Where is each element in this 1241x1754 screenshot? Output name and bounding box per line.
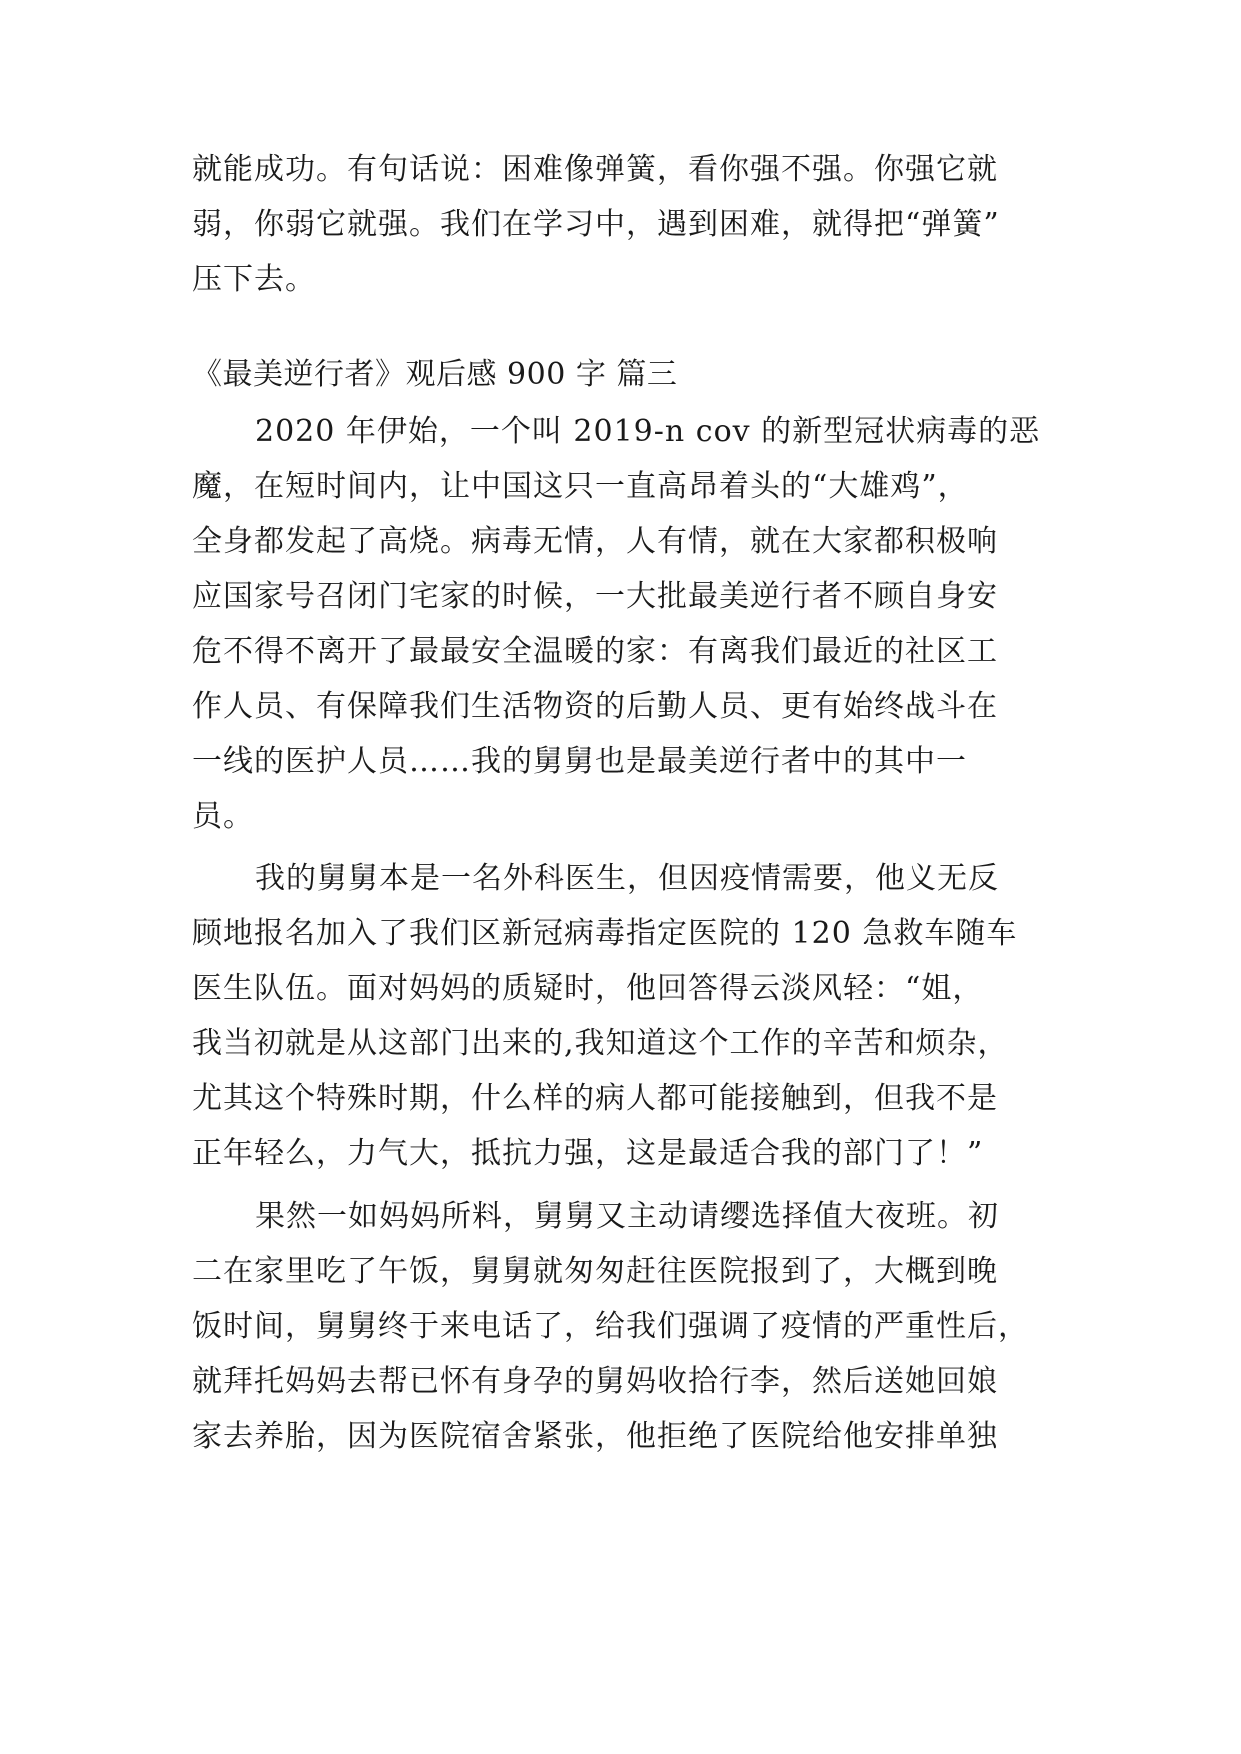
paragraph1-line-1: 2020 年伊始，一个叫 2019-n cov 的新型冠状病毒的恶 — [255, 414, 1041, 449]
paragraph2-line-6: 正年轻么，力气大，抵抗力强，这是最适合我的部门了！” — [192, 1136, 984, 1171]
paragraph2-line-3: 医生队伍。面对妈妈的质疑时，他回答得云淡风轻：“姐， — [192, 971, 984, 1006]
paragraph3-line-1: 果然一如妈妈所料，舅舅又主动请缨选择值大夜班。初 — [255, 1199, 999, 1234]
paragraph2-line-5: 尤其这个特殊时期，什么样的病人都可能接触到，但我不是 — [192, 1081, 998, 1116]
paragraph1-line-7: 一线的医护人员……我的舅舅也是最美逆行者中的其中一 — [192, 744, 967, 779]
paragraph1-line-5: 危不得不离开了最最安全温暖的家：有离我们最近的社区工 — [192, 634, 998, 669]
paragraph2-line-4: 我当初就是从这部门出来的,我知道这个工作的辛苦和烦杂， — [192, 1026, 1009, 1061]
paragraph3-line-2: 二在家里吃了午饭，舅舅就匆匆赶往医院报到了，大概到晚 — [192, 1254, 998, 1289]
paragraph1-line-2: 魔，在短时间内，让中国这只一直高昂着头的“大雄鸡”， — [192, 469, 969, 504]
intro-line-2: 弱，你弱它就强。我们在学习中，遇到困难，就得把“弹簧” — [192, 207, 1000, 242]
paragraph3-line-3: 饭时间，舅舅终于来电话了，给我们强调了疫情的严重性后， — [192, 1309, 1029, 1344]
paragraph3-line-4: 就拜托妈妈去帮已怀有身孕的舅妈收拾行李，然后送她回娘 — [192, 1364, 998, 1399]
paragraph1-line-8: 员。 — [192, 799, 254, 834]
paragraph2-line-2: 顾地报名加入了我们区新冠病毒指定医院的 120 急救车随车 — [192, 916, 1018, 951]
intro-line-1: 就能成功。有句话说：困难像弹簧，看你强不强。你强它就 — [192, 152, 998, 187]
paragraph1-line-4: 应国家号召闭门宅家的时候，一大批最美逆行者不顾自身安 — [192, 579, 998, 614]
paragraph1-line-3: 全身都发起了高烧。病毒无情，人有情，就在大家都积极响 — [192, 524, 998, 559]
intro-line-3: 压下去。 — [192, 262, 316, 297]
paragraph1-line-6: 作人员、有保障我们生活物资的后勤人员、更有始终战斗在 — [192, 689, 998, 724]
paragraph2-line-1: 我的舅舅本是一名外科医生，但因疫情需要，他义无反 — [255, 861, 999, 896]
paragraph3-line-5: 家去养胎，因为医院宿舍紧张，他拒绝了医院给他安排单独 — [192, 1419, 998, 1454]
section-heading: 《最美逆行者》观后感 900 字 篇三 — [192, 357, 678, 392]
